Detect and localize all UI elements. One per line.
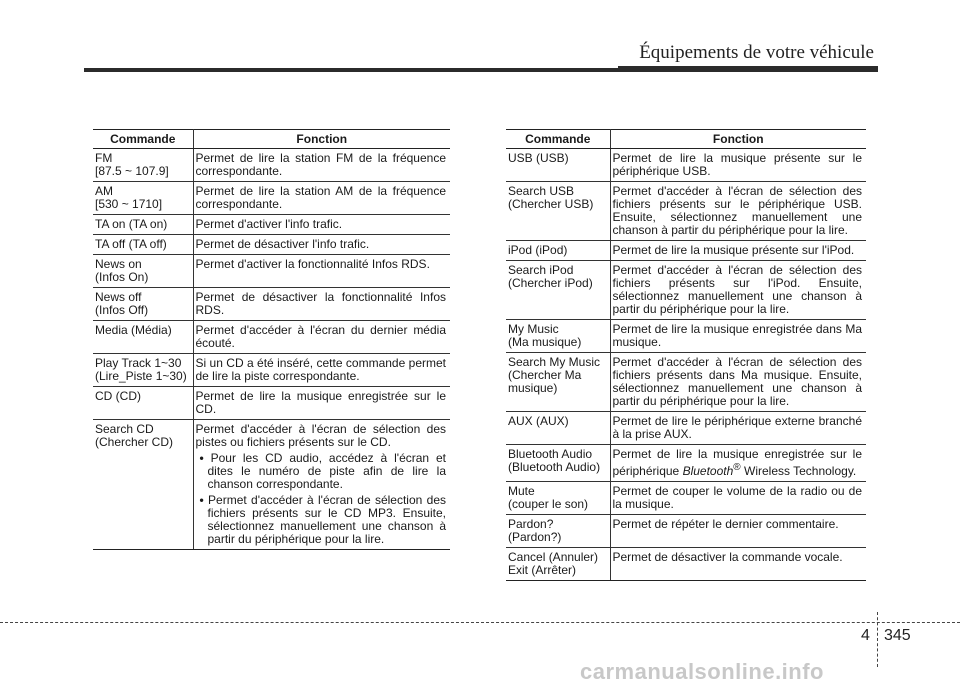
command-cell: TA off (TA off) [93, 235, 193, 255]
function-cell [193, 420, 450, 550]
table-row [93, 182, 450, 215]
table-row [506, 412, 866, 445]
section-number: 4 [861, 627, 870, 644]
watermark-text: carmanualsonline.info [580, 659, 824, 684]
function-cell: Permet d'accéder à l'écran de sélection des fichiers présents sur le périphérique USB. Ensuite, sélectionnez manuellement une chanson à partir du périphérique pour la lire. [610, 182, 866, 241]
command-cell: Media (Média) [93, 321, 193, 354]
table-row [506, 149, 866, 182]
function-cell: Permet de lire la musique présente sur le périphérique USB. [610, 149, 866, 182]
command-cell: iPod (iPod) [506, 241, 610, 261]
bullet-item: • Permet d'accéder à l'écran de sélection des fichiers présents sur le CD MP3. Ensuite, sélectionnez manuellement une chanson à partir du périphérique pour la lire. [196, 494, 447, 546]
table-row [506, 548, 866, 581]
table-row [93, 321, 450, 354]
command-cell: AUX (AUX) [506, 412, 610, 445]
registered-mark: ® [733, 462, 741, 473]
command-cell: Search USB (Chercher USB) [506, 182, 610, 241]
command-table-right [506, 129, 866, 581]
table-row [506, 445, 866, 482]
function-cell: Permet de désactiver la commande vocale. [610, 548, 866, 581]
function-cell: Si un CD a été inséré, cette commande permet de lire la piste correspondante. [193, 354, 450, 387]
function-cell: Permet de lire la station FM de la fréquence correspondante. [193, 149, 450, 182]
column-header-function: Fonction [610, 130, 866, 149]
function-cell: Permet de lire la musique présente sur l'iPod. [610, 241, 866, 261]
function-cell: Permet de lire la station AM de la fréquence correspondante. [193, 182, 450, 215]
table-row [506, 261, 866, 320]
function-text-end: Wireless Technology. [740, 464, 857, 478]
table-row [506, 182, 866, 241]
column-header-function: Fonction [193, 130, 450, 149]
command-cell: FM [87.5 ~ 107.9] [93, 149, 193, 182]
function-cell [610, 445, 866, 482]
bluetooth-brand-text: Bluetooth [682, 464, 734, 478]
table-row [506, 353, 866, 412]
function-cell: Permet d'activer l'info trafic. [193, 215, 450, 235]
function-cell: Permet de couper le volume de la radio ou de la musique. [610, 482, 866, 515]
page-header-title: Équipements de votre véhicule [639, 42, 874, 63]
bullet-item: • Pour les CD audio, accédez à l'écran et dites le numéro de piste afin de lire la chanson correspondante. [196, 452, 447, 491]
function-cell: Permet de répéter le dernier commentaire. [610, 515, 866, 548]
function-cell: Permet d'accéder à l'écran de sélection des fichiers présents dans Ma musique. Ensuite, sélectionnez manuellement une chanson à partir du périphérique pour la lire. [610, 353, 866, 412]
table-row [93, 420, 450, 550]
table-row [93, 215, 450, 235]
command-cell: Play Track 1~30 (Lire_Piste 1~30) [93, 354, 193, 387]
function-cell: Permet d'accéder à l'écran du dernier média écouté. [193, 321, 450, 354]
command-cell: Cancel (Annuler) Exit (Arrêter) [506, 548, 610, 581]
footer-divider [877, 612, 878, 667]
column-header-command: Commande [93, 130, 193, 149]
command-cell: TA on (TA on) [93, 215, 193, 235]
command-cell: Search iPod (Chercher iPod) [506, 261, 610, 320]
table-row [506, 241, 866, 261]
function-cell: Permet de désactiver l'info trafic. [193, 235, 450, 255]
command-cell: Pardon? (Pardon?) [506, 515, 610, 548]
command-cell: News on (Infos On) [93, 255, 193, 288]
footer-rule [0, 622, 960, 623]
page-number: 345 [884, 627, 911, 644]
command-cell: Bluetooth Audio (Bluetooth Audio) [506, 445, 610, 482]
table-row [93, 255, 450, 288]
function-text: Permet de lire la musique enregistrée sur le périphérique [612, 447, 862, 478]
command-cell: Search CD (Chercher CD) [93, 420, 193, 550]
function-cell: Permet d'activer la fonctionnalité Infos RDS. [193, 255, 450, 288]
table-row [93, 354, 450, 387]
table-row [506, 320, 866, 353]
function-cell: Permet de lire la musique enregistrée sur le CD. [193, 387, 450, 420]
command-cell: CD (CD) [93, 387, 193, 420]
table-row [93, 235, 450, 255]
command-cell: Search My Music (Chercher Ma musique) [506, 353, 610, 412]
command-cell: Mute (couper le son) [506, 482, 610, 515]
command-cell: USB (USB) [506, 149, 610, 182]
column-header-command: Commande [506, 130, 610, 149]
table-row [93, 387, 450, 420]
function-cell: Permet d'accéder à l'écran de sélection des fichiers présents sur l'iPod. Ensuite, sélectionnez manuellement une chanson à partir du périphérique pour la lire. [610, 261, 866, 320]
function-cell: Permet de lire la musique enregistrée dans Ma musique. [610, 320, 866, 353]
function-text: Permet d'accéder à l'écran de sélection des pistes ou fichiers présents sur le CD. [195, 422, 446, 449]
command-cell: News off (Infos Off) [93, 288, 193, 321]
function-cell: Permet de lire le périphérique externe branché à la prise AUX. [610, 412, 866, 445]
table-row [506, 482, 866, 515]
header-rule [84, 68, 878, 72]
command-cell: AM [530 ~ 1710] [93, 182, 193, 215]
command-cell: My Music (Ma musique) [506, 320, 610, 353]
table-row [93, 288, 450, 321]
table-row [506, 515, 866, 548]
function-cell: Permet de désactiver la fonctionnalité Infos RDS. [193, 288, 450, 321]
command-table-left [93, 129, 450, 550]
table-row [93, 149, 450, 182]
